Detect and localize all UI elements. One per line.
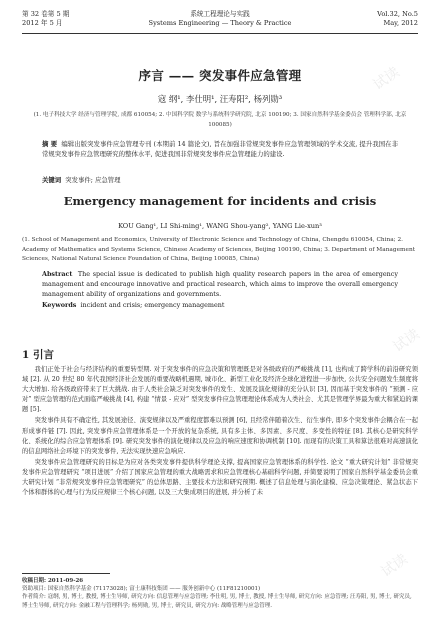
keywords-label-cn: 关键词	[42, 176, 62, 184]
author-list-cn: 寇 纲¹, 李仕明¹, 汪寿阳², 杨列勋³	[157, 94, 283, 104]
funding-info: 资助项目: 国家自然科学基金 (71173028); 富士康科技集团 —— 服务创新中心 (11F81210001)	[22, 586, 261, 593]
paragraph: 突发事件具有不确定性, 其发展途径、演变规律以及严重程度都难以预测 [6], 且经常伴随着次生、衍生事件, 即多个突发事件会耦合在一起形成事件链 [7]. 因此, 突发事件应急管理体系是一个开放的复杂系统, 具有多主体、多因素、多尺度、多变性的特征 [8]. 其核心是研究科学化、系统化的综合应急管理体系 [9]. 研究突发事件的演化规律以及应急的响应速度和协调机制 [10]. 而现有的决策工具和算法很难对高速演化的信息网络社会环境下的突发事件, 无法实现快速应急响应.	[22, 417, 418, 455]
abstract-text-en: The special issue is dedicated to publish high quality research papers in the area of emergency management and encourage innovative and practical research, which aims to improve the overall emergency management ability of organizations and governments.	[42, 270, 398, 298]
affiliations-en: (1. School of Management and Economics, University of Electronic Science and Technology of China, Chengdu 610054, China; 2. Academy of Mathematics and Systems Science, Chinese Academy of Sciences, Beijing 100190, China; 3. Department of Management Sciences, National Natural Science Foundation of China, Beijing 100085, China)	[22, 237, 416, 262]
header-rule	[22, 33, 418, 34]
keywords-text-en: incident and crisis; emergency management	[80, 301, 225, 309]
paper-title-cn: 序言 —— 突发事件应急管理	[138, 68, 302, 83]
volume-info-en: Vol.32, No.5 May, 2012	[377, 10, 418, 27]
keywords-cn	[42, 175, 398, 185]
section-heading: 1 引言	[22, 349, 54, 361]
volume-info: 第 32 卷第 5 期 2012 年 5 月	[22, 10, 70, 27]
abstract-label-cn: 摘 要	[42, 140, 58, 148]
footnote	[22, 577, 418, 610]
abstract-label-en: Abstract	[42, 270, 73, 278]
journal-name: 系统工程理论与实践 Systems Engineering — Theory & Practice	[148, 10, 292, 27]
abstract-cn	[42, 139, 398, 159]
watermark: 试读	[370, 64, 403, 94]
affiliations-cn: (1. 电子科技大学 经济与管理学院, 成都 610054; 2. 中国科学院 数学与系统科学研究院, 北京 100190; 3. 国家自然科学基金委员会 管理科学部, 北京 100085)	[33, 112, 407, 128]
keywords-en	[42, 300, 398, 310]
author-list-en: KOU Gang¹, LI Shi-ming¹, WANG Shou-yang², YANG Lie-xun³	[118, 222, 322, 230]
keywords-label-en: Keywords	[42, 301, 77, 309]
paper-title-en: Emergency management for incidents and crisis	[63, 194, 377, 208]
paragraph: 突发事件应急管理研究的目标是为应对各类突发事件提供科学理论支撑, 提高国家应急管理体系的科学性. 论文 “重大研究计划” 非常规突发事件应急管理研究 “项目进展” 介绍了国家应急管理的重大战略需求和应急管理核心基础科学问题, 并简要说明了国家自然科学基金委员会重大研究计划 “非常规突发事件应急管理研究” 的总体思路、主要技术方法和研究预期. 概述了信息处理与演化建模、应急决策理论、紧急状态下个体和群体的心理与行为反应规律三个核心问题, 以及三大集成项目的进展, 并分析了未	[22, 458, 418, 497]
footnote-rule	[22, 573, 110, 574]
watermark: 试读	[378, 551, 411, 581]
received-date: 收稿日期: 2011-09-26	[22, 578, 84, 584]
body-text	[22, 365, 418, 499]
watermark: 试读	[390, 326, 423, 356]
author-bios: 作者简介: 寇纲, 男, 博士, 教授, 博士生导师, 研究方向: 信息管理与应急管理; 李仕明, 男, 博士, 教授, 博士生导师, 研究方向: 应急管理; 汪寿阳, 男, 博士, 研究员, 博士生导师, 研究方向: 金融工程与管理科学; 杨列勋, 男, 博士, 研究员, 研究方向: 战略管理与应急管理.	[22, 594, 412, 609]
paragraph: 我们正处于社会与经济结构的重要转型期. 对于突发事件的应急决策和管理既是对各级政府的严峻挑战 [1], 也构成了跨学科的前沿研究领域 [2]. 从 20 世纪 80 年代我国经济社会发展的重要战略机遇期, 城市化、新型工业化及经济全球化进程进一步加快, 公共安全问题发生频度将大大增加. 给各级政府带来了巨大挑战. 由于人类社会缺乏对突发事件的发生、发展及演化规律的充分认识 [3], 因而基于突发事件的 “预测 - 应对” 型应急管理的范式面临严峻挑战 [4], 构建 “情景 - 应对” 型突发事件应急管理理论体系成为人类社会、尤其是管理学界最为重大和紧迫的课题 [5].	[22, 366, 418, 414]
keywords-text-cn: 突发事件; 应急管理	[65, 176, 121, 184]
abstract-en	[42, 269, 398, 299]
abstract-text-cn: 编辑出版突发事件应急管理专刊 (本期前 14 篇论文), 旨在加强非常规突发事件应急管理领域的学术交流, 提升我国在非常规突发事件应急管理研究的整体水平, 促进我国非常规突发事件应急管理能力的建设.	[42, 140, 398, 158]
